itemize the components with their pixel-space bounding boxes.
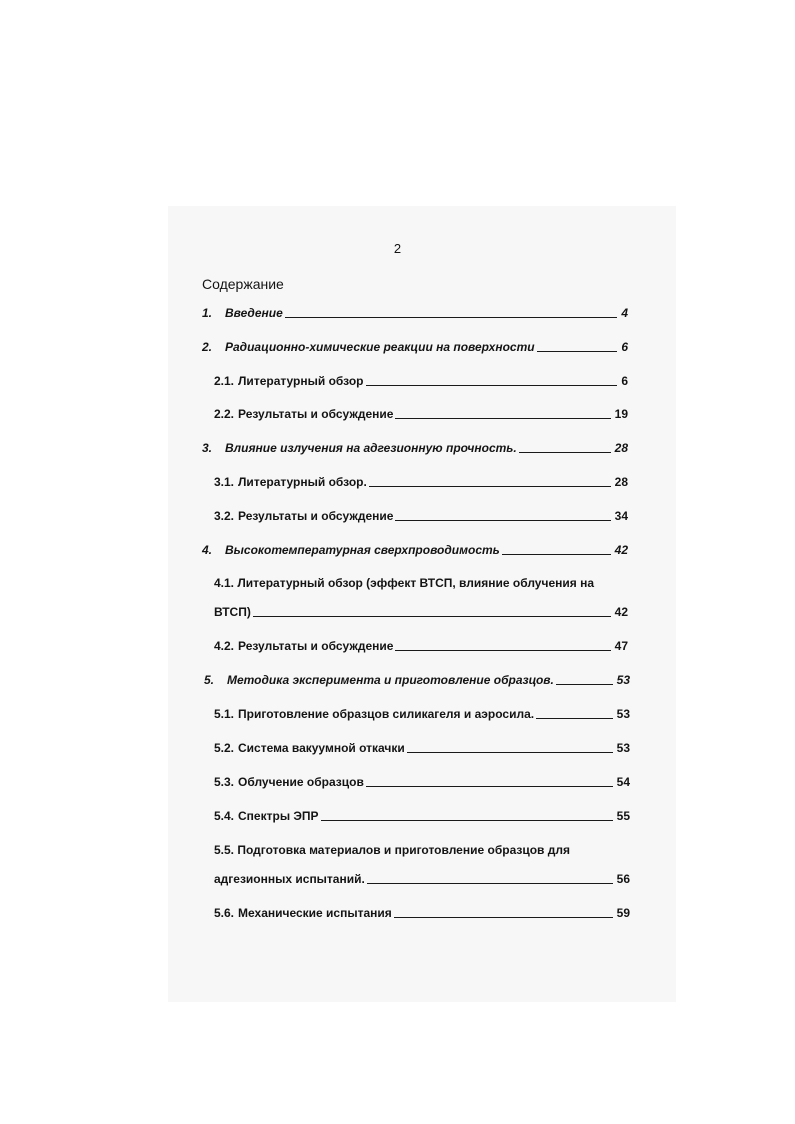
toc-entry-5-6[interactable] bbox=[214, 906, 630, 920]
dot-leader bbox=[556, 683, 613, 685]
toc-entry-title: Система вакуумной откачки bbox=[238, 741, 405, 755]
toc-entry-title: Методика эксперимента и приготовление образцов. bbox=[227, 673, 554, 687]
toc-entry-title: Литературный обзор bbox=[238, 374, 364, 388]
toc-entry-title: Приготовление образцов силикагеля и аэросила. bbox=[238, 707, 535, 721]
dot-leader bbox=[253, 615, 611, 617]
toc-entry-title: Результаты и обсуждение bbox=[238, 639, 394, 653]
toc-entry-number: 3. bbox=[202, 441, 213, 455]
dot-leader bbox=[407, 751, 613, 753]
toc-entry-4-1[interactable] bbox=[214, 605, 628, 619]
dot-leader bbox=[536, 717, 613, 719]
toc-entry-number: 2.1. bbox=[214, 374, 235, 388]
toc-entry-page: 34 bbox=[614, 509, 628, 523]
toc-entry-5-4[interactable] bbox=[214, 809, 630, 823]
toc-entry-3-2[interactable] bbox=[214, 509, 628, 523]
dot-leader bbox=[395, 649, 610, 651]
toc-entry-title: Высокотемпературная сверхпроводимость bbox=[225, 543, 500, 557]
dot-leader bbox=[369, 485, 611, 487]
toc-entry-number: 4.1. bbox=[214, 576, 235, 590]
toc-entry-number: 3.1. bbox=[214, 475, 235, 489]
dot-leader bbox=[285, 316, 618, 318]
toc-entry-1[interactable] bbox=[202, 306, 628, 320]
toc-entry-page: 53 bbox=[616, 673, 630, 687]
dot-leader bbox=[395, 519, 610, 521]
toc-entry-number: 5.4. bbox=[214, 809, 235, 823]
toc-entry-number: 5.6. bbox=[214, 906, 235, 920]
toc-entry-4-2[interactable] bbox=[214, 639, 628, 653]
toc-entry-number: 5.3. bbox=[214, 775, 235, 789]
toc-entry-number: 1. bbox=[202, 306, 213, 320]
toc-entry-3[interactable] bbox=[202, 441, 628, 455]
dot-leader bbox=[519, 451, 611, 453]
toc-entry-page: 47 bbox=[614, 639, 628, 653]
toc-entry-title: Спектры ЭПР bbox=[238, 809, 319, 823]
toc-entry-5-5-line1[interactable] bbox=[214, 843, 570, 857]
toc-entry-5-1[interactable] bbox=[214, 707, 630, 721]
dot-leader bbox=[537, 350, 618, 352]
toc-entry-number: 5.1. bbox=[214, 707, 235, 721]
toc-entry-page: 6 bbox=[621, 340, 628, 354]
page-number: 2 bbox=[393, 241, 402, 256]
toc-entry-5-2[interactable] bbox=[214, 741, 630, 755]
toc-entry-page: 53 bbox=[616, 741, 630, 755]
toc-entry-number: 4. bbox=[202, 543, 213, 557]
toc-entry-page: 4 bbox=[621, 306, 628, 320]
toc-entry-number: 4.2. bbox=[214, 639, 235, 653]
toc-entry-5-3[interactable] bbox=[214, 775, 630, 789]
toc-entry-title: Введение bbox=[225, 306, 283, 320]
toc-entry-5-5[interactable] bbox=[214, 872, 630, 886]
toc-entry-page: 28 bbox=[614, 475, 628, 489]
toc-entry-page: 6 bbox=[621, 374, 628, 388]
toc-entry-title: Литературный обзор. bbox=[238, 475, 367, 489]
toc-entry-title: Влияние излучения на адгезионную прочность. bbox=[225, 441, 517, 455]
dot-leader bbox=[395, 417, 610, 419]
dot-leader bbox=[502, 553, 611, 555]
toc-entry-title-line2: адгезионных испытаний. bbox=[214, 872, 365, 886]
toc-entry-number: 5.2. bbox=[214, 741, 235, 755]
toc-title: Содержание bbox=[202, 276, 284, 292]
toc-entry-page: 56 bbox=[616, 872, 630, 886]
toc-entry-number: 3.2. bbox=[214, 509, 235, 523]
dot-leader bbox=[366, 785, 613, 787]
toc-entry-3-1[interactable] bbox=[214, 475, 628, 489]
toc-entry-page: 28 bbox=[614, 441, 628, 455]
toc-entry-2-2[interactable] bbox=[214, 407, 628, 421]
toc-entry-title: Облучение образцов bbox=[238, 775, 364, 789]
toc-entry-title-line1: Подготовка материалов и приготовление образцов для bbox=[237, 843, 571, 857]
toc-entry-page: 19 bbox=[614, 407, 628, 421]
toc-entry-page: 54 bbox=[616, 775, 630, 789]
toc-entry-4-1-line1[interactable] bbox=[214, 576, 594, 590]
toc-entry-title: Результаты и обсуждение bbox=[238, 407, 394, 421]
dot-leader bbox=[394, 916, 613, 918]
toc-entry-2[interactable] bbox=[202, 340, 628, 354]
toc-entry-number: 5.5. bbox=[214, 843, 235, 857]
toc-entry-number: 5. bbox=[204, 673, 215, 687]
dot-leader bbox=[321, 819, 613, 821]
toc-entry-2-1[interactable] bbox=[214, 374, 628, 388]
toc-entry-title-line1: Литературный обзор (эффект ВТСП, влияние облучения на bbox=[237, 576, 594, 590]
toc-entry-number: 2.2. bbox=[214, 407, 235, 421]
toc-entry-title: Радиационно-химические реакции на поверхности bbox=[225, 340, 535, 354]
toc-entry-title: Механические испытания bbox=[238, 906, 392, 920]
toc-entry-page: 42 bbox=[614, 605, 628, 619]
toc-entry-page: 59 bbox=[616, 906, 630, 920]
toc-entry-title: Результаты и обсуждение bbox=[238, 509, 394, 523]
toc-entry-title-line2: ВТСП) bbox=[214, 605, 251, 619]
toc-entry-page: 55 bbox=[616, 809, 630, 823]
toc-entry-page: 53 bbox=[616, 707, 630, 721]
toc-entry-4[interactable] bbox=[202, 543, 628, 557]
toc-entry-page: 42 bbox=[614, 543, 628, 557]
dot-leader bbox=[367, 882, 613, 884]
toc-entry-number: 2. bbox=[202, 340, 213, 354]
toc-entry-5[interactable] bbox=[204, 673, 630, 687]
dot-leader bbox=[366, 384, 618, 386]
